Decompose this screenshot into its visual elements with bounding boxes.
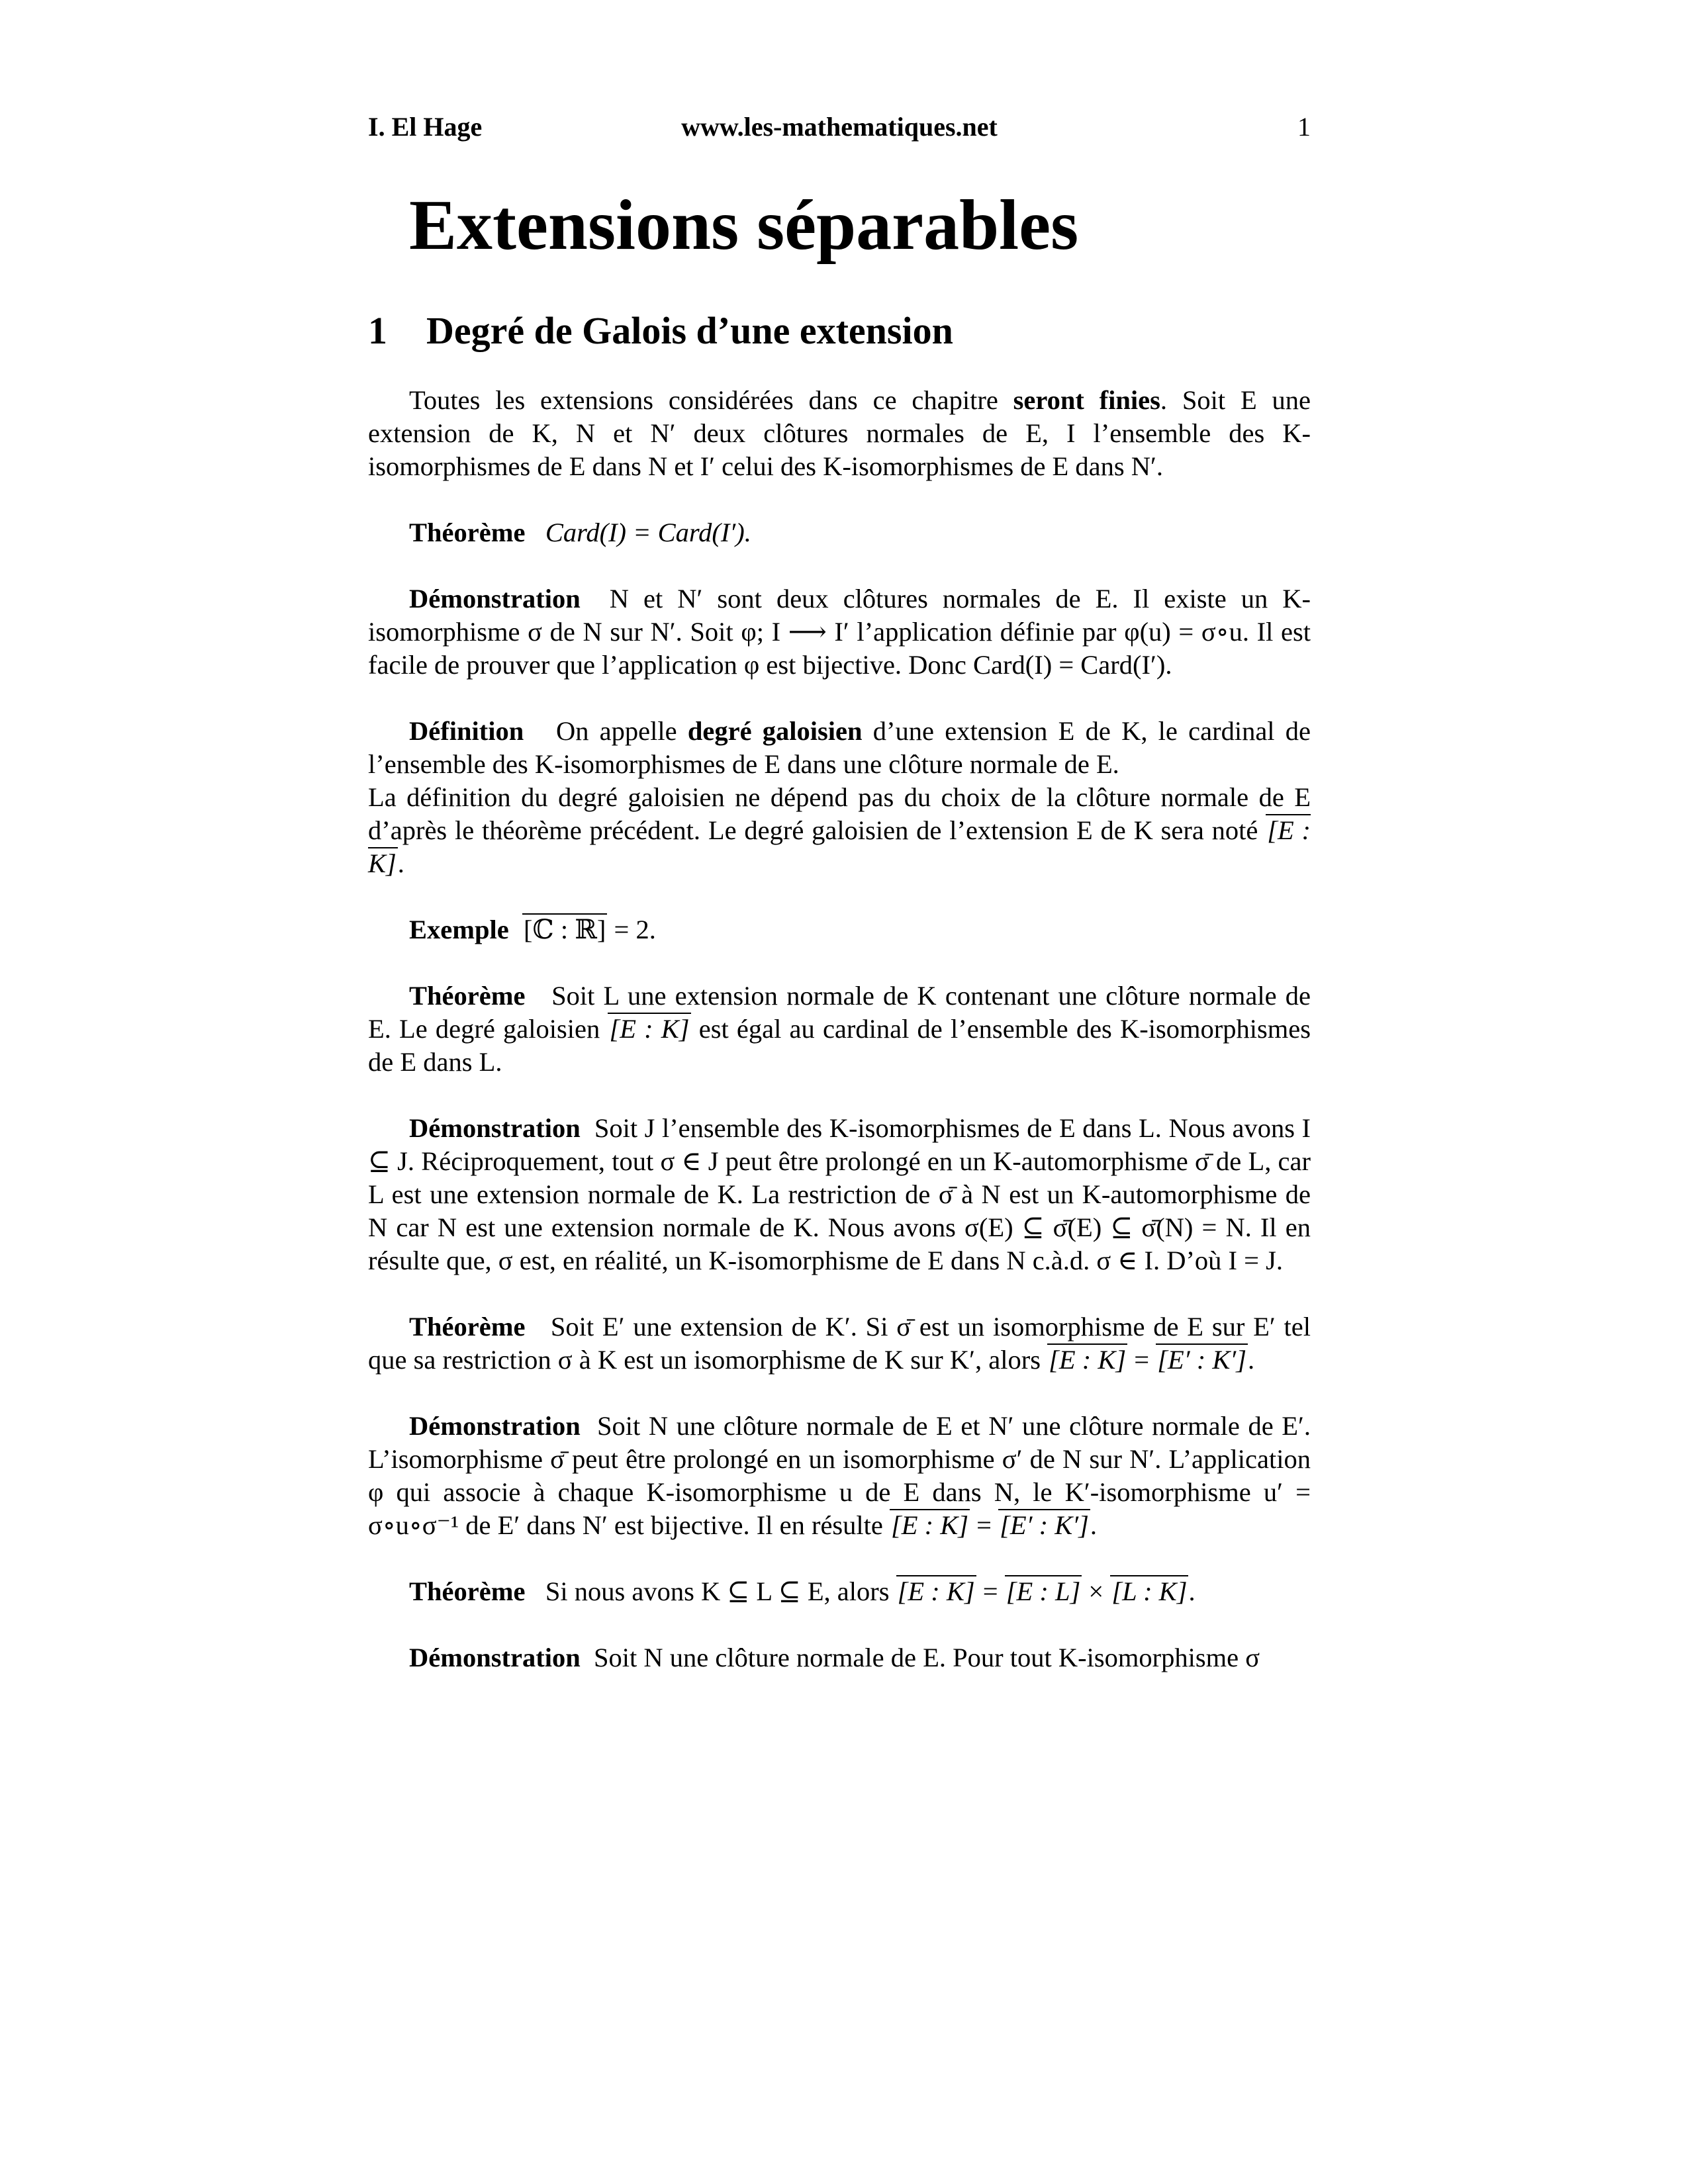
theorem-4-end: . <box>1188 1576 1196 1606</box>
intro-text-a: Toutes les extensions considérées dans ce chapitre <box>409 385 1013 415</box>
galois-degree-notation: [E : K] <box>897 1576 975 1606</box>
galois-degree-notation: [E : L] <box>1006 1576 1081 1606</box>
intro-text-c: . Soit E une extension de K, N et N′ deux clôtures normales de E, I l’ensemble des K-isomorphismes de E dans N et I′ celui des K-isomorphismes de E dans N′. <box>368 385 1311 481</box>
definition-1-continued <box>368 781 1311 880</box>
definition-cont-text: La définition du degré galoisien ne dépend pas du choix de la clôture normale de E d’après le théorème précédent. Le degré galoisien de l’extension E de K sera noté <box>368 782 1311 845</box>
galois-degree-notation: [L : K] <box>1111 1576 1188 1606</box>
theorem-1 <box>368 516 1311 549</box>
galois-degree-notation: [E′ : K′] <box>1157 1345 1246 1375</box>
example-notation: [ℂ : ℝ] <box>523 915 606 944</box>
proof-label: Démonstration <box>409 584 581 614</box>
galois-degree-notation: [E : K] <box>891 1510 969 1540</box>
definition-text-c: d’une extension E de K, le cardinal de l’ensemble des K-isomorphismes de E dans une clôture normale de E. <box>368 716 1311 779</box>
proof-3-text: Soit N une clôture normale de E et N′ une clôture normale de E′. L’isomorphisme σ̄ peut être prolongé en un isomorphisme σ′ de N sur N′. L’application φ qui associe à chaque K-isomorphisme u de E dans N, le K′-isomorphisme u′ = σ∘u∘σ⁻¹ de E′ dans N′ est bijective. Il en résulte <box>368 1411 1311 1540</box>
example-text: = 2. <box>607 915 656 944</box>
section-number: 1 <box>368 309 387 352</box>
equals-sign: = <box>976 1576 1005 1606</box>
proof-4-text: Soit N une clôture normale de E. Pour tout K-isomorphisme σ <box>593 1643 1260 1672</box>
theorem-label: Théorème <box>409 1312 526 1342</box>
section-title: Degré de Galois d’une extension <box>426 309 953 352</box>
theorem-3-end: . <box>1247 1345 1255 1375</box>
galois-degree-notation: [E : K] <box>609 1014 690 1044</box>
theorem-2-text-a: Soit L une extension normale de K contenant une clôture normale de E. Le degré galoisien <box>368 981 1311 1044</box>
theorem-1-statement: Card(I) = Card(I′). <box>545 518 751 547</box>
section-heading <box>368 308 953 353</box>
intro-paragraph <box>368 384 1311 483</box>
page-number: 1 <box>1297 112 1311 142</box>
proof-2-text: Soit J l’ensemble des K-isomorphismes de E dans L. Nous avons I ⊆ J. Réciproquement, tout σ ∈ J peut être prolongé en un K-automorphisme σ̄ de L, car L est une extension normale de K. La restriction de σ̄ à N est un K-automorphisme de N car N est une extension normale de K. Nous avons σ(E) ⊆ σ̄(E) ⊆ σ̄(N) = N. Il en résulte que, σ est, en réalité, un K-isomorphisme de E dans N c.à.d. σ ∈ I. D’où I = J. <box>368 1113 1311 1275</box>
proof-1 <box>368 582 1311 682</box>
theorem-3-text: Soit E′ une extension de K′. Si σ̄ est un isomorphisme de E sur E′ tel que sa restriction σ à K est un isomorphisme de K sur K′, alors <box>368 1312 1311 1375</box>
theorem-label: Théorème <box>409 518 526 547</box>
proof-1-text: N et N′ sont deux clôtures normales de E. Il existe un K-isomorphisme σ de N sur N′. Soit φ; I ⟶ I′ l’application définie par φ(u) = σ∘u. Il est facile de prouver que l’application φ est bijective. Donc Card(I) = Card(I′). <box>368 584 1311 680</box>
definition-text-a: On appelle <box>555 716 688 746</box>
galois-degree-notation: [E : K] <box>1049 1345 1127 1375</box>
definition-cont-end: . <box>397 848 404 878</box>
equals-sign: = <box>1127 1345 1156 1375</box>
proof-2 <box>368 1112 1311 1277</box>
galois-degree-notation: [E′ : K′] <box>1000 1510 1089 1540</box>
definition-term: degré galoisien <box>687 716 863 746</box>
document-body <box>368 384 1311 1707</box>
proof-label: Démonstration <box>409 1113 581 1143</box>
theorem-label: Théorème <box>409 1576 526 1606</box>
proof-4 <box>368 1641 1311 1674</box>
theorem-label: Théorème <box>409 981 526 1011</box>
document-title: Extensions séparables <box>409 186 1079 265</box>
galois-degree-notation: [E : K] <box>368 815 1311 878</box>
theorem-3 <box>368 1310 1311 1377</box>
theorem-2-text-b: est égal au cardinal de l’ensemble des K-isomorphismes de E dans L. <box>368 1014 1311 1077</box>
proof-label: Démonstration <box>409 1643 581 1672</box>
intro-emphasis: seront finies <box>1013 385 1160 415</box>
header-author: I. El Hage <box>368 112 483 142</box>
theorem-2 <box>368 979 1311 1079</box>
theorem-4-text: Si nous avons K ⊆ L ⊆ E, alors <box>545 1576 896 1606</box>
proof-3-end: . <box>1090 1510 1097 1540</box>
page-header <box>368 111 1311 148</box>
header-site: www.les-mathematiques.net <box>681 112 998 142</box>
definition-1 <box>368 715 1311 781</box>
definition-label: Définition <box>409 716 524 746</box>
theorem-4 <box>368 1575 1311 1608</box>
example-label: Exemple <box>409 915 509 944</box>
times-sign: × <box>1082 1576 1111 1606</box>
proof-label: Démonstration <box>409 1411 581 1441</box>
equals-sign: = <box>970 1510 999 1540</box>
proof-3 <box>368 1410 1311 1542</box>
example-1 <box>368 913 1311 946</box>
